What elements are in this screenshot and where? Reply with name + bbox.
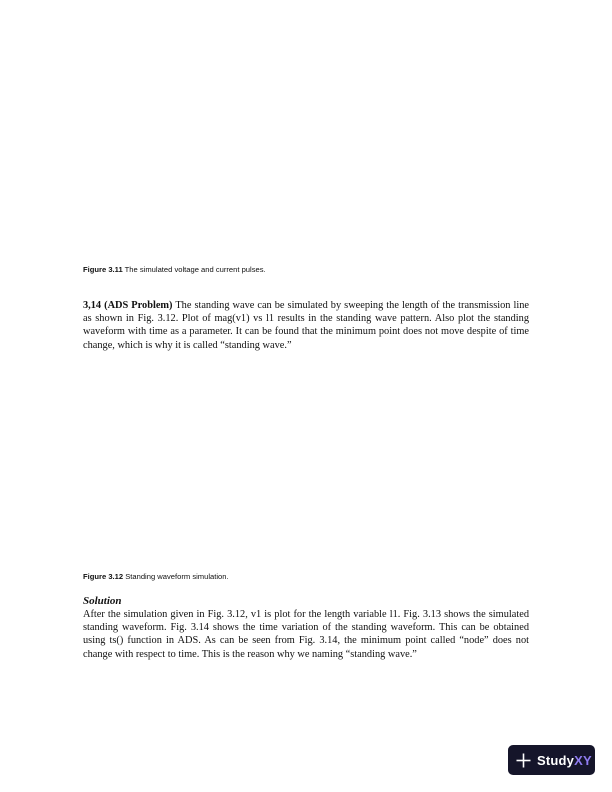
figure-3-11-label: Figure 3.11: [83, 265, 123, 274]
solution-heading: Solution: [83, 595, 122, 607]
watermark-brand-main: Study: [537, 752, 575, 768]
watermark-brand-accent: XY: [574, 752, 592, 768]
studyxy-watermark: [508, 745, 595, 775]
problem-text: The standing wave can be simulated by sweeping the length of the transmission line as shown in Fig. 3.12. Plot of mag(v1) vs l1 results in the standing wave pattern. Also plot the standing waveform with time as a parameter. It can be found that the minimum point does not move despite of time change, which is why it is called “standing wave.”: [83, 300, 529, 351]
solution-paragraph: After the simulation given in Fig. 3.12, v1 is plot for the length variable l1. Fig. 3.13 shows the simulated standing waveform. Fig. 3.14 shows the time variation of the standing waveform. This can be obtained using ts() function in ADS. As can be seen from Fig. 3.14, the minimum point called “node” does not change with respect to time. This is the reason why we naming “standing wave.”: [83, 609, 529, 660]
figure-3-12-text: Standing waveform simulation.: [123, 572, 229, 581]
figure-3-12-caption: [83, 572, 229, 581]
plus-icon: [516, 753, 531, 768]
figure-3-12-label: Figure 3.12: [83, 572, 124, 581]
problem-label: 3,14 (ADS Problem): [83, 300, 173, 311]
watermark-brand: [537, 753, 592, 768]
problem-paragraph: [83, 299, 529, 352]
figure-3-11-caption: [83, 265, 266, 274]
figure-3-11-text: The simulated voltage and current pulses.: [122, 265, 266, 274]
